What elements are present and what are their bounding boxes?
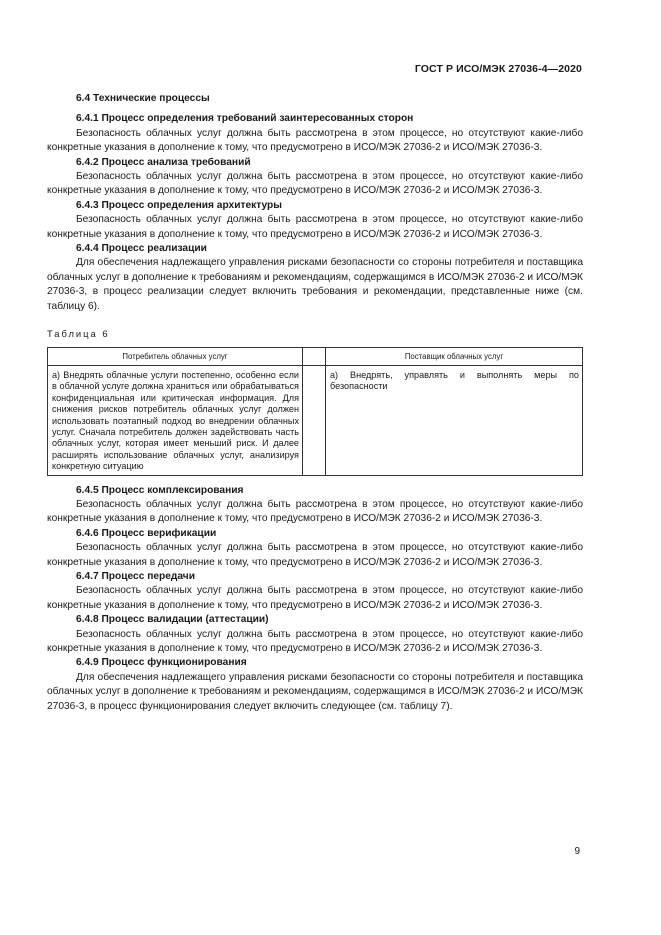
subsection-heading: 6.4.3 Процесс определения архитектуры	[76, 199, 282, 211]
table-header-row	[48, 347, 583, 365]
table-row	[48, 365, 583, 475]
subsection-text: Безопасность облачных услуг должна быть рассмотрена в этом процессе, но отсутствуют какие-либо конкретные указания в дополнение к тому, что предусмотрено в ИСО/МЭК 27036-2 и ИСО/МЭК 27036-3.	[47, 498, 583, 525]
section-title: 6.4 Технические процессы	[76, 93, 210, 104]
subsection-heading: 6.4.8 Процесс валидации (аттестации)	[76, 614, 269, 626]
subsection-text: Для обеспечения надлежащего управления рисками безопасности со стороны потребителя и поставщика облачных услуг в дополнение к требованиям и рекомендациям, содержащимся в ИСО/МЭК 27036-2 и ИСО/МЭК 27036-3, в процесс реализации следует включить требования и рекомендации, представленные ниже (см. таблицу 6).	[47, 257, 583, 312]
subsection-6-4-6	[47, 527, 583, 570]
table-header-consumer: Потребитель облачных услуг	[48, 347, 303, 365]
table-header-provider: Поставщик облачных услуг	[326, 347, 583, 365]
subsection-text: Для обеспечения надлежащего управления рисками безопасности со стороны потребителя и поставщика облачных услуг в дополнение к требованиям и рекомендациям, содержащимся в ИСО/МЭК 27036-2 и ИСО/МЭК 27036-3, в процесс функционирования следует включить следующее (см. таблицу 7).	[47, 671, 583, 712]
subsection-heading: 6.4.4 Процесс реализации	[76, 243, 207, 255]
document-id-header: ГОСТ Р ИСО/МЭК 27036-4—2020	[414, 63, 582, 75]
table-cell-consumer: а) Внедрять облачные услуги постепенно, особенно если в облачной услуге должна храниться или обрабатываться конфиденциальная или критическая информация. Для снижения рисков потребитель облачных услуг должен использовать поэтапный подход во внедрении облачных услуг. Сначала потребитель должен задействовать часть облачных услуг, которая имеет меньший риск. И далее расширять использование облачных услуг, анализируя конкретную ситуацию	[48, 365, 303, 475]
page-number: 9	[574, 846, 580, 857]
subsection-6-4-9	[47, 656, 583, 714]
subsection-text: Безопасность облачных услуг должна быть рассмотрена в этом процессе, но отсутствуют какие-либо конкретные указания в дополнение к тому, что предусмотрено в ИСО/МЭК 27036-2 и ИСО/МЭК 27036-3.	[47, 585, 583, 611]
table-header-separator	[303, 347, 326, 365]
subsection-6-4-5	[47, 484, 583, 527]
subsection-text: Безопасность облачных услуг должна быть рассмотрена в этом процессе, но отсутствуют какие-либо конкретные указания в дополнение к тому, что предусмотрено в ИСО/МЭК 27036-2 и ИСО/МЭК 27036-3.	[47, 127, 583, 154]
subsection-6-4-8	[47, 613, 583, 656]
subsection-heading: 6.4.9 Процесс функционирования	[76, 657, 247, 669]
subsection-heading: 6.4.2 Процесс анализа требований	[76, 156, 251, 168]
subsection-6-4-4	[47, 242, 583, 314]
table-label: Таблица 6	[47, 328, 110, 340]
subsection-heading: 6.4.7 Процесс передачи	[76, 571, 195, 582]
subsection-text: Безопасность облачных услуг должна быть рассмотрена в этом процессе, но отсутствуют какие-либо конкретные указания в дополнение к тому, что предусмотрено в ИСО/МЭК 27036-2 и ИСО/МЭК 27036-3.	[47, 214, 583, 240]
subsection-heading: 6.4.5 Процесс комплексирования	[76, 484, 244, 496]
subsection-text: Безопасность облачных услуг должна быть рассмотрена в этом процессе, но отсутствуют какие-либо конкретные указания в дополнение к тому, что предусмотрено в ИСО/МЭК 27036-2 и ИСО/МЭК 27036-3.	[47, 542, 583, 568]
table-cell-provider: а) Внедрять, управлять и выполнять меры по безопасности	[326, 365, 583, 475]
page-content	[47, 92, 583, 714]
requirements-table	[47, 347, 583, 476]
subsection-heading: 6.4.6 Процесс верификации	[76, 527, 217, 539]
subsection-6-4-3	[47, 199, 583, 242]
subsection-6-4-2	[47, 156, 583, 199]
subsection-heading: 6.4.1 Процесс определения требований заинтересованных сторон	[76, 113, 414, 125]
subsection-text: Безопасность облачных услуг должна быть рассмотрена в этом процессе, но отсутствуют какие-либо конкретные указания в дополнение к тому, что предусмотрено в ИСО/МЭК 27036-2 и ИСО/МЭК 27036-3.	[47, 628, 583, 655]
subsection-6-4-7	[47, 570, 583, 613]
subsection-6-4-1	[47, 112, 583, 155]
table-cell-separator	[303, 365, 326, 475]
subsection-text: Безопасность облачных услуг должна быть рассмотрена в этом процессе, но отсутствуют какие-либо конкретные указания в дополнение к тому, что предусмотрено в ИСО/МЭК 27036-2 и ИСО/МЭК 27036-3.	[47, 171, 583, 197]
